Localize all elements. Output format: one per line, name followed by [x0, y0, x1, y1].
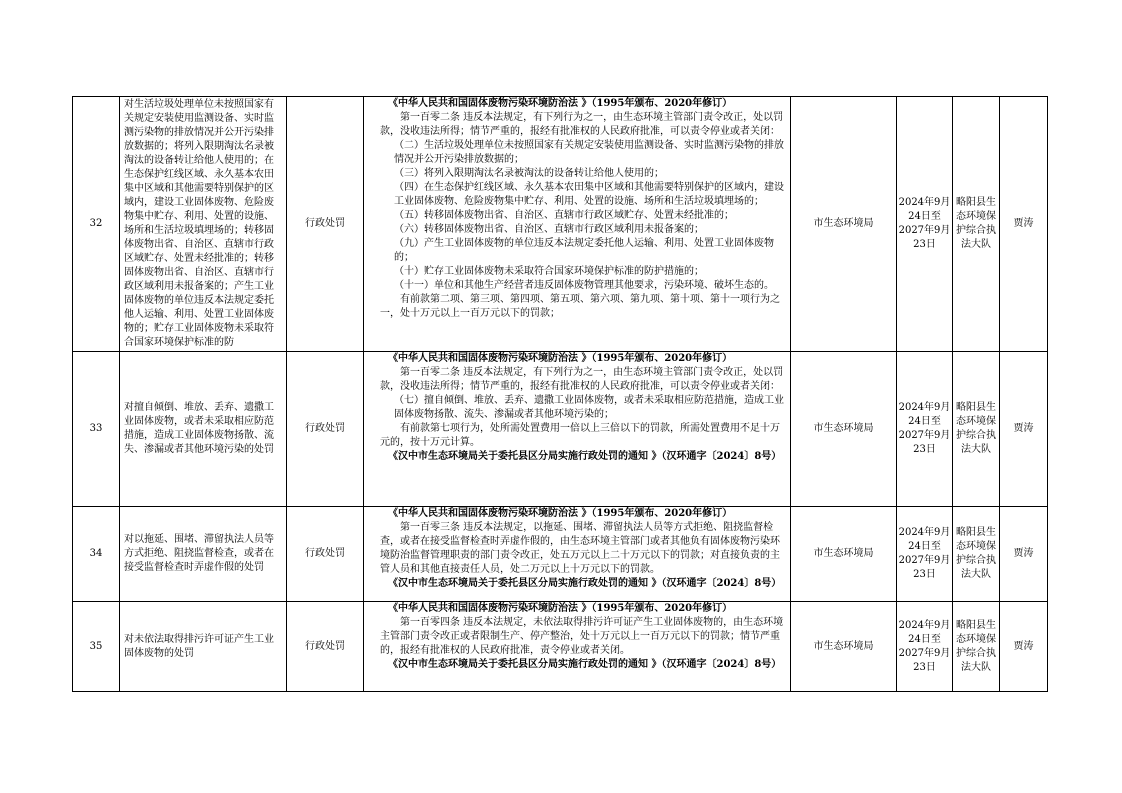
- basis-line: （六）转移固体废物出省、自治区、直辖市行政区域利用未报备案的；: [394, 224, 704, 235]
- basis-line: 第一百零四条 违反本法规定，未依法取得排污许可证产生工业固体废物的，由生态环境主管部门责令改正或者限制生产、停产整治，处十万元以上一百万元以下的罚款；情节严重的，报经有批准权的人民政府批准，责令停业或者关闭。: [380, 617, 784, 656]
- law-title: 《中华人民共和国固体废物污染环境防治法 》（1995年颁布、2020年修订）: [388, 603, 733, 614]
- item-cell: [120, 97, 287, 352]
- period-cell: 2024年9月24日至2027年9月23日: [897, 602, 953, 692]
- unit-cell: 略阳县生态环境保护综合执法大队: [953, 352, 1000, 507]
- unit-cell: 略阳县生态环境保护综合执法大队: [953, 602, 1000, 692]
- org-cell: 市生态环境局: [791, 352, 897, 507]
- basis-line: （三）将列入限期淘汰名录被淘汰的设备转让给他人使用的；: [394, 168, 664, 179]
- basis-line: （十）贮存工业固体废物未采取符合国家环境保护标准的防护措施的；: [394, 266, 704, 277]
- item-text: 对擅自倾倒、堆放、丢弃、遗撒工业固体废物，或者未采取相应防范措施，造成工业固体废物扬散、流失、渗漏或者其他环境污染的处罚: [124, 402, 274, 455]
- enforcement-table: [72, 96, 1048, 692]
- basis-cell: [364, 352, 791, 507]
- item-text: 对以拖延、围堵、滞留执法人员等方式拒绝、阻挠监督检查，或者在接受监督检查时弄虚作假的处罚: [124, 534, 274, 573]
- org-cell: 市生态环境局: [791, 507, 897, 602]
- basis-cell: [364, 97, 791, 352]
- basis-line: 《汉中市生态环境局关于委托县区分局实施行政处罚的通知 》（汉环通字〔2024〕8号）: [388, 578, 782, 589]
- period-cell: 2024年9月24日至2027年9月23日: [897, 352, 953, 507]
- basis-cell: [364, 602, 791, 692]
- basis-line: （十一）单位和其他生产经营者违反固体废物管理其他要求，污染环境、破坏生态的。: [394, 280, 774, 291]
- law-title: 《中华人民共和国固体废物污染环境防治法 》（1995年颁布、2020年修订）: [388, 98, 733, 109]
- row-number: 35: [73, 602, 120, 692]
- row-number: 34: [73, 507, 120, 602]
- basis-line: 《汉中市生态环境局关于委托县区分局实施行政处罚的通知 》（汉环通字〔2024〕8号）: [388, 451, 782, 462]
- basis-line: （二）生活垃圾处理单位未按照国家有关规定安装使用监测设备、实时监测污染物的排放情况并公开污染排放数据的；: [394, 140, 784, 165]
- item-text: 对生活垃圾处理单位未按照国家有关规定安装使用监测设备、实时监测污染物的排放情况并公开污染排放数据的；将列入限期淘汰名录被淘汰的设备转让给他人使用的；在生态保护红线区域、永久基本农田集中区域和其他需要特别保护的区域内，建设工业固体废物、危险废物集中贮存、利用、处置的设施、场所和生活垃圾填埋场的；转移固体废物出省、自治区、直辖市行政区域贮存、处置未经批准的；转移固体废物出省、自治区、直辖市行政区域利用未报备案的；产生工业固体废物的单位违反本法规定委托他人运输、利用、处置工业固体废物的；贮存工业固体废物未采取符合国家环境保护标准的防: [124, 99, 274, 348]
- org-cell: 市生态环境局: [791, 602, 897, 692]
- basis-line: （五）转移固体废物出省、自治区、直辖市行政区域贮存、处置未经批准的；: [394, 210, 734, 221]
- item-cell: [120, 602, 287, 692]
- row-number: 32: [73, 97, 120, 352]
- basis-line: （四）在生态保护红线区域、永久基本农田集中区域和其他需要特别保护的区域内，建设工业固体废物、危险废物集中贮存、利用、处置的设施、场所和生活垃圾填埋场的；: [394, 182, 784, 207]
- basis-line: 第一百零二条 违反本法规定，有下列行为之一，由生态环境主管部门责令改正，处以罚款，没收违法所得；情节严重的，报经有批准权的人民政府批准，可以责令停业或者关闭：: [380, 112, 784, 137]
- basis-line: 有前款第二项、第三项、第四项、第五项、第六项、第九项、第十项、第十一项行为之一，处十万元以上一百万元以下的罚款；: [380, 294, 780, 319]
- period-cell: 2024年9月24日至2027年9月23日: [897, 97, 953, 352]
- person-cell: 贾涛: [1000, 97, 1048, 352]
- person-cell: 贾涛: [1000, 352, 1048, 507]
- period-cell: 2024年9月24日至2027年9月23日: [897, 507, 953, 602]
- law-title: 《中华人民共和国固体废物污染环境防治法 》（1995年颁布、2020年修订）: [388, 353, 733, 364]
- type-cell: 行政处罚: [287, 507, 364, 602]
- basis-cell: [364, 507, 791, 602]
- person-cell: 贾涛: [1000, 602, 1048, 692]
- person-cell: 贾涛: [1000, 507, 1048, 602]
- item-cell: [120, 507, 287, 602]
- basis-line: 第一百零三条 违反本法规定，以拖延、围堵、滞留执法人员等方式拒绝、阻挠监督检查，或者在接受监督检查时弄虚作假的，由生态环境主管部门或者其他负有固体废物污染环境防治监督管理职责的部门责令改正，处五万元以上二十万元以下的罚款；对直接负责的主管人员和其他直接责任人员，处二万元以上十万元以下的罚款。: [380, 522, 780, 575]
- basis-line: （九）产生工业固体废物的单位违反本法规定委托他人运输、利用、处置工业固体废物的；: [394, 238, 774, 263]
- basis-line: 《汉中市生态环境局关于委托县区分局实施行政处罚的通知 》（汉环通字〔2024〕8号）: [388, 659, 782, 670]
- basis-line: 有前款第七项行为，处所需处置费用一倍以上三倍以下的罚款，所需处置费用不足十万元的，按十万元计算。: [380, 423, 780, 448]
- type-cell: 行政处罚: [287, 97, 364, 352]
- type-cell: 行政处罚: [287, 352, 364, 507]
- org-cell: 市生态环境局: [791, 97, 897, 352]
- item-cell: [120, 352, 287, 507]
- basis-line: 第一百零二条 违反本法规定，有下列行为之一，由生态环境主管部门责令改正，处以罚款，没收违法所得；情节严重的，报经有批准权的人民政府批准，可以责令停业或者关闭：: [380, 367, 784, 392]
- unit-cell: 略阳县生态环境保护综合执法大队: [953, 507, 1000, 602]
- unit-cell: 略阳县生态环境保护综合执法大队: [953, 97, 1000, 352]
- table-row: [73, 352, 1048, 507]
- basis-line: （七）擅自倾倒、堆放、丢弃、遗撒工业固体废物，或者未采取相应防范措施，造成工业固体废物扬散、流失、渗漏或者其他环境污染的；: [394, 395, 784, 420]
- type-cell: 行政处罚: [287, 602, 364, 692]
- table-row: [73, 602, 1048, 692]
- law-title: 《中华人民共和国固体废物污染环境防治法 》（1995年颁布、2020年修订）: [388, 508, 733, 519]
- table-row: [73, 507, 1048, 602]
- item-text: 对未依法取得排污许可证产生工业固体废物的处罚: [124, 633, 274, 659]
- table-row: [73, 97, 1048, 352]
- row-number: 33: [73, 352, 120, 507]
